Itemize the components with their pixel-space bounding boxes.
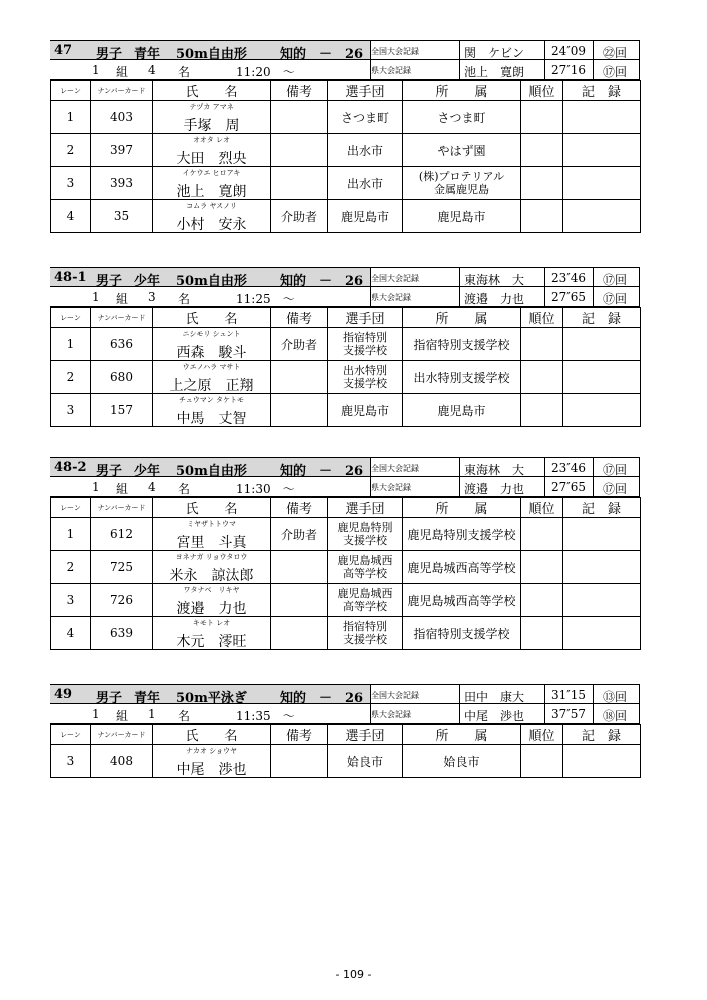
- divider: [593, 704, 594, 723]
- team-cell: 出水特別 支援学校: [328, 361, 403, 394]
- entry-table: [50, 724, 641, 778]
- event-header: [50, 457, 640, 497]
- national-record: [370, 40, 640, 60]
- affiliation-cell: 姶良市: [403, 745, 521, 778]
- prefecture-record-holder: 渡邉 力也: [464, 482, 525, 496]
- prefecture-record: [370, 287, 640, 307]
- column-header-note: 備考: [271, 81, 328, 101]
- divider: [544, 477, 545, 496]
- lane-cell: 4: [51, 617, 91, 650]
- table-row: [51, 617, 641, 650]
- name-cell: [153, 745, 271, 778]
- group-number: 1: [92, 707, 100, 721]
- divider: [593, 60, 594, 79]
- affiliation-cell: 鹿児島市: [403, 394, 521, 427]
- rank-cell: [521, 328, 563, 361]
- start-time: 11:35 ～: [236, 709, 295, 723]
- event-name: 50m自由形: [176, 47, 247, 62]
- name-cell: [153, 617, 271, 650]
- entry-unit: 名: [178, 482, 191, 496]
- event-name: 50m自由形: [176, 464, 247, 479]
- team-cell: 鹿児島特別 支援学校: [328, 518, 403, 551]
- column-header-affil: 所 属: [403, 498, 521, 518]
- table-row: [51, 101, 641, 134]
- divider: [593, 268, 594, 286]
- table-row: [51, 584, 641, 617]
- divider: [459, 458, 460, 476]
- divider: [459, 704, 460, 723]
- result-cell: [563, 745, 641, 778]
- national-record-holder: 東海林 大: [464, 273, 525, 287]
- result-cell: [563, 167, 641, 200]
- national-record: [370, 267, 640, 287]
- table-row: [51, 328, 641, 361]
- name-kanji: 宮里 斗真: [176, 535, 247, 551]
- column-header-team: 選手団: [328, 498, 403, 518]
- name-kanji: 米永 諒汰郎: [169, 568, 254, 584]
- name-kanji: 手塚 周: [183, 118, 240, 134]
- name-reading: ニシモリ シュント: [182, 330, 241, 338]
- prefecture-record-count: ⑱回: [603, 709, 628, 723]
- card-number-cell: 35: [91, 200, 153, 233]
- name-kanji: 大田 烈央: [176, 151, 247, 167]
- affiliation-cell: 指宿特別支援学校: [403, 328, 521, 361]
- table-header-row: [51, 725, 641, 745]
- event-name: 50m自由形: [176, 274, 247, 289]
- note-cell: [271, 584, 328, 617]
- divider: [544, 685, 545, 703]
- lane-cell: 1: [51, 328, 91, 361]
- start-time: 11:30 ～: [236, 482, 295, 496]
- column-header-result: 記 録: [563, 498, 641, 518]
- column-header-card: ナンバーカード: [91, 308, 153, 328]
- column-header-note: 備考: [271, 725, 328, 745]
- event-block: [50, 40, 640, 233]
- group-number: 1: [92, 480, 100, 494]
- entry-unit: 名: [178, 292, 191, 306]
- event-number: 48-2: [54, 460, 87, 475]
- divider: [459, 41, 460, 59]
- event-class: 知的 － 26: [280, 464, 364, 479]
- table-row: [51, 745, 641, 778]
- group-row: [50, 477, 370, 497]
- name-cell: [153, 328, 271, 361]
- divider: [459, 685, 460, 703]
- prefecture-record-count: ⑰回: [603, 292, 628, 306]
- lane-cell: 2: [51, 134, 91, 167]
- divider: [593, 287, 594, 306]
- group-row: [50, 704, 370, 724]
- card-number-cell: 726: [91, 584, 153, 617]
- divider: [593, 477, 594, 496]
- affiliation-cell: 出水特別支援学校: [403, 361, 521, 394]
- event-sex: 男子: [96, 47, 123, 62]
- event-age: 少年: [134, 464, 161, 479]
- entry-table: [50, 307, 641, 427]
- column-header-result: 記 録: [563, 725, 641, 745]
- column-header-name: 氏 名: [153, 81, 271, 101]
- column-header-team: 選手団: [328, 81, 403, 101]
- column-header-note: 備考: [271, 308, 328, 328]
- team-cell: 姶良市: [328, 745, 403, 778]
- start-time: 11:25 ～: [236, 292, 295, 306]
- table-header-row: [51, 308, 641, 328]
- name-reading: ミヤザトトウマ: [187, 520, 236, 528]
- affiliation-cell: 鹿児島市: [403, 200, 521, 233]
- name-reading: イケウエ ヒロアキ: [182, 169, 241, 177]
- table-header-row: [51, 498, 641, 518]
- name-kanji: 西森 駿斗: [176, 345, 247, 361]
- name-cell: [153, 394, 271, 427]
- result-cell: [563, 328, 641, 361]
- column-header-result: 記 録: [563, 308, 641, 328]
- entry-unit: 名: [178, 65, 191, 79]
- national-record-time: 24″09: [551, 44, 587, 58]
- event-class: 知的 － 26: [280, 691, 364, 706]
- group-row: [50, 287, 370, 307]
- divider: [459, 60, 460, 79]
- table-row: [51, 200, 641, 233]
- team-cell: 鹿児島市: [328, 200, 403, 233]
- rank-cell: [521, 745, 563, 778]
- divider: [459, 287, 460, 306]
- note-cell: 介助者: [271, 518, 328, 551]
- national-record: [370, 684, 640, 704]
- column-header-lane: レーン: [51, 308, 91, 328]
- national-record-label: 全国大会記録: [371, 464, 419, 473]
- name-cell: [153, 551, 271, 584]
- lane-cell: 3: [51, 394, 91, 427]
- column-header-team: 選手団: [328, 725, 403, 745]
- national-record-holder: 東海林 大: [464, 463, 525, 477]
- name-kanji: 上之原 正翔: [169, 378, 254, 394]
- column-header-rank: 順位: [521, 308, 563, 328]
- entry-table: [50, 80, 641, 233]
- event-name: 50m平泳ぎ: [176, 691, 247, 706]
- event-number: 49: [54, 687, 73, 702]
- entry-unit: 名: [178, 709, 191, 723]
- name-reading: テヅカ アマネ: [189, 103, 234, 111]
- table-row: [51, 551, 641, 584]
- name-reading: キモト レオ: [192, 619, 231, 627]
- affiliation-cell: やはず園: [403, 134, 521, 167]
- prefecture-record: [370, 477, 640, 497]
- event-block: [50, 267, 640, 427]
- column-header-rank: 順位: [521, 498, 563, 518]
- result-cell: [563, 584, 641, 617]
- event-block: [50, 457, 640, 650]
- event-age: 青年: [134, 47, 161, 62]
- group-unit: 組: [116, 65, 129, 79]
- name-kanji: 小村 安永: [176, 217, 247, 233]
- table-row: [51, 394, 641, 427]
- event-age: 少年: [134, 274, 161, 289]
- national-record-count: ⑰回: [603, 273, 628, 287]
- group-number: 1: [92, 290, 100, 304]
- card-number-cell: 612: [91, 518, 153, 551]
- lane-cell: 3: [51, 584, 91, 617]
- column-header-rank: 順位: [521, 81, 563, 101]
- name-reading: コムラ ヤスノリ: [186, 202, 237, 210]
- column-header-result: 記 録: [563, 81, 641, 101]
- affiliation-cell: 鹿児島城西高等学校: [403, 584, 521, 617]
- affiliation-cell: 指宿特別支援学校: [403, 617, 521, 650]
- rank-cell: [521, 200, 563, 233]
- rank-cell: [521, 394, 563, 427]
- column-header-lane: レーン: [51, 498, 91, 518]
- team-cell: 指宿特別 支援学校: [328, 617, 403, 650]
- prefecture-record-label: 県大会記録: [371, 710, 411, 719]
- prefecture-record-count: ⑰回: [603, 65, 628, 79]
- national-record-label: 全国大会記録: [371, 47, 419, 56]
- national-record-count: ㉒回: [603, 46, 628, 60]
- event-sex: 男子: [96, 691, 123, 706]
- rank-cell: [521, 551, 563, 584]
- event-sex: 男子: [96, 274, 123, 289]
- column-header-affil: 所 属: [403, 725, 521, 745]
- lane-cell: 3: [51, 167, 91, 200]
- column-header-name: 氏 名: [153, 498, 271, 518]
- rank-cell: [521, 134, 563, 167]
- national-record: [370, 457, 640, 477]
- rank-cell: [521, 617, 563, 650]
- column-header-affil: 所 属: [403, 308, 521, 328]
- note-cell: [271, 101, 328, 134]
- event-class: 知的 － 26: [280, 47, 364, 62]
- name-reading: ヨネナガ リョウタロウ: [175, 553, 248, 561]
- note-cell: [271, 167, 328, 200]
- event-block: [50, 684, 640, 778]
- entry-count: 4: [148, 480, 156, 494]
- card-number-cell: 639: [91, 617, 153, 650]
- card-number-cell: 403: [91, 101, 153, 134]
- national-record-time: 31″15: [551, 688, 587, 702]
- name-cell: [153, 518, 271, 551]
- rank-cell: [521, 361, 563, 394]
- column-header-note: 備考: [271, 498, 328, 518]
- group-unit: 組: [116, 482, 129, 496]
- entry-table: [50, 497, 641, 650]
- event-age: 青年: [134, 691, 161, 706]
- team-cell: 鹿児島市: [328, 394, 403, 427]
- column-header-name: 氏 名: [153, 308, 271, 328]
- team-cell: 鹿児島城西 高等学校: [328, 551, 403, 584]
- name-reading: ワタナベ リキヤ: [183, 586, 240, 594]
- result-cell: [563, 518, 641, 551]
- team-cell: 鹿児島城西 高等学校: [328, 584, 403, 617]
- name-reading: ウエノハラ マサト: [182, 363, 241, 371]
- card-number-cell: 408: [91, 745, 153, 778]
- note-cell: 介助者: [271, 200, 328, 233]
- rank-cell: [521, 101, 563, 134]
- note-cell: [271, 361, 328, 394]
- result-cell: [563, 551, 641, 584]
- national-record-time: 23″46: [551, 271, 587, 285]
- name-kanji: 渡邉 力也: [176, 601, 247, 617]
- card-number-cell: 157: [91, 394, 153, 427]
- event-title-bar: [50, 684, 370, 704]
- prefecture-record: [370, 704, 640, 724]
- lane-cell: 4: [51, 200, 91, 233]
- event-header: [50, 267, 640, 307]
- prefecture-record-time: 27″16: [551, 63, 587, 77]
- divider: [544, 458, 545, 476]
- name-kanji: 中馬 丈智: [176, 411, 247, 427]
- prefecture-record-time: 27″65: [551, 290, 587, 304]
- name-reading: オオタ レオ: [192, 136, 230, 144]
- event-title-bar: [50, 457, 370, 477]
- event-header: [50, 40, 640, 80]
- group-row: [50, 60, 370, 80]
- prefecture-record-holder: 池上 寛朗: [464, 65, 525, 79]
- name-cell: [153, 101, 271, 134]
- divider: [593, 685, 594, 703]
- prefecture-record-time: 37″57: [551, 707, 587, 721]
- entry-count: 1: [148, 707, 156, 721]
- card-number-cell: 636: [91, 328, 153, 361]
- note-cell: [271, 617, 328, 650]
- column-header-lane: レーン: [51, 81, 91, 101]
- event-number: 48-1: [54, 270, 87, 285]
- table-row: [51, 361, 641, 394]
- team-cell: さつま町: [328, 101, 403, 134]
- affiliation-cell: 鹿児島特別支援学校: [403, 518, 521, 551]
- name-kanji: 木元 澪旺: [176, 634, 247, 650]
- divider: [544, 287, 545, 306]
- affiliation-cell: さつま町: [403, 101, 521, 134]
- lane-cell: 2: [51, 361, 91, 394]
- name-cell: [153, 134, 271, 167]
- divider: [459, 477, 460, 496]
- rank-cell: [521, 518, 563, 551]
- note-cell: 介助者: [271, 328, 328, 361]
- team-cell: 出水市: [328, 167, 403, 200]
- divider: [544, 41, 545, 59]
- column-header-name: 氏 名: [153, 725, 271, 745]
- card-number-cell: 397: [91, 134, 153, 167]
- column-header-card: ナンバーカード: [91, 725, 153, 745]
- result-cell: [563, 617, 641, 650]
- lane-cell: 3: [51, 745, 91, 778]
- team-cell: 指宿特別 支援学校: [328, 328, 403, 361]
- affiliation-cell: 鹿児島城西高等学校: [403, 551, 521, 584]
- name-cell: [153, 361, 271, 394]
- name-kanji: 池上 寛朗: [176, 184, 247, 200]
- divider: [544, 60, 545, 79]
- start-time: 11:20 ～: [236, 65, 295, 79]
- name-reading: ナカオ ショウヤ: [186, 747, 237, 755]
- divider: [544, 704, 545, 723]
- result-cell: [563, 134, 641, 167]
- column-header-affil: 所 属: [403, 81, 521, 101]
- result-cell: [563, 394, 641, 427]
- national-record-count: ⑬回: [603, 690, 628, 704]
- divider: [459, 268, 460, 286]
- national-record-label: 全国大会記録: [371, 691, 419, 700]
- prefecture-record-label: 県大会記録: [371, 483, 411, 492]
- result-cell: [563, 101, 641, 134]
- national-record-holder: 関 ケビン: [464, 46, 525, 60]
- event-class: 知的 － 26: [280, 274, 364, 289]
- group-unit: 組: [116, 292, 129, 306]
- event-number: 47: [54, 43, 73, 58]
- note-cell: [271, 551, 328, 584]
- national-record-count: ⑰回: [603, 463, 628, 477]
- column-header-card: ナンバーカード: [91, 498, 153, 518]
- result-cell: [563, 361, 641, 394]
- divider: [593, 458, 594, 476]
- rank-cell: [521, 167, 563, 200]
- event-sex: 男子: [96, 464, 123, 479]
- note-cell: [271, 745, 328, 778]
- prefecture-record-holder: 中尾 渉也: [464, 709, 525, 723]
- national-record-label: 全国大会記録: [371, 274, 419, 283]
- card-number-cell: 393: [91, 167, 153, 200]
- column-header-team: 選手団: [328, 308, 403, 328]
- table-row: [51, 167, 641, 200]
- prefecture-record-holder: 渡邉 力也: [464, 292, 525, 306]
- prefecture-record-time: 27″65: [551, 480, 587, 494]
- divider: [593, 41, 594, 59]
- team-cell: 出水市: [328, 134, 403, 167]
- lane-cell: 1: [51, 518, 91, 551]
- name-cell: [153, 584, 271, 617]
- divider: [544, 268, 545, 286]
- note-cell: [271, 134, 328, 167]
- name-cell: [153, 200, 271, 233]
- lane-cell: 1: [51, 101, 91, 134]
- table-row: [51, 134, 641, 167]
- rank-cell: [521, 584, 563, 617]
- note-cell: [271, 394, 328, 427]
- event-title-bar: [50, 267, 370, 287]
- entry-count: 3: [148, 290, 156, 304]
- event-header: [50, 684, 640, 724]
- result-cell: [563, 200, 641, 233]
- national-record-holder: 田中 康大: [464, 690, 525, 704]
- name-cell: [153, 167, 271, 200]
- event-title-bar: [50, 40, 370, 60]
- name-kanji: 中尾 渉也: [176, 762, 247, 778]
- prefecture-record: [370, 60, 640, 80]
- entry-count: 4: [148, 63, 156, 77]
- lane-cell: 2: [51, 551, 91, 584]
- page-number: - 109 -: [335, 968, 372, 981]
- table-header-row: [51, 81, 641, 101]
- group-unit: 組: [116, 709, 129, 723]
- name-reading: チュウマン タケトモ: [178, 396, 244, 404]
- column-header-card: ナンバーカード: [91, 81, 153, 101]
- prefecture-record-count: ⑰回: [603, 482, 628, 496]
- column-header-lane: レーン: [51, 725, 91, 745]
- card-number-cell: 725: [91, 551, 153, 584]
- national-record-time: 23″46: [551, 461, 587, 475]
- table-row: [51, 518, 641, 551]
- affiliation-cell: (株)プロテリアル 金属鹿児島: [403, 167, 521, 200]
- column-header-rank: 順位: [521, 725, 563, 745]
- card-number-cell: 680: [91, 361, 153, 394]
- group-number: 1: [92, 63, 100, 77]
- prefecture-record-label: 県大会記録: [371, 293, 411, 302]
- prefecture-record-label: 県大会記録: [371, 66, 411, 75]
